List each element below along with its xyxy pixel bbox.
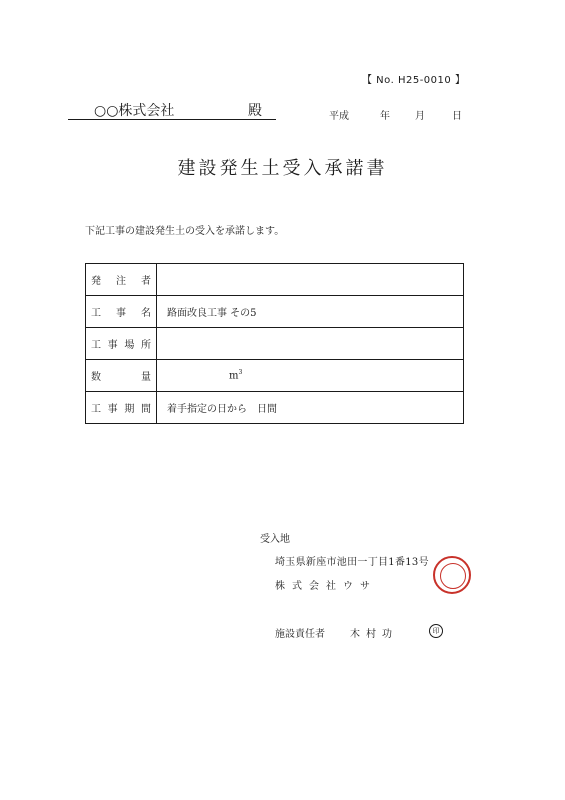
- addressee-honorific: 殿: [248, 103, 262, 119]
- quantity-value: [157, 360, 464, 392]
- receiver-label: 受入地: [260, 534, 290, 545]
- quantity-label: 数量: [86, 360, 157, 392]
- client-value: [157, 264, 464, 296]
- responsible-label: 施設責任者: [275, 629, 325, 640]
- period-value: 着手指定の日から 日間: [157, 392, 464, 424]
- unit-base: m: [229, 370, 239, 382]
- date-year: 年: [380, 111, 390, 122]
- table-row: [86, 296, 464, 328]
- responsible-name: 木村功: [350, 629, 398, 640]
- client-label: 発注者: [86, 264, 157, 296]
- seal-icon: 印: [429, 624, 443, 638]
- date-day: 日: [452, 111, 462, 122]
- quantity-unit: [229, 369, 242, 381]
- work-label: 工事名: [86, 296, 157, 328]
- addressee-company: ○○株式会社: [94, 103, 175, 119]
- table-row: [86, 328, 464, 360]
- company-stamp-icon: [433, 556, 471, 594]
- info-table: [85, 263, 464, 424]
- stamp-inner-ring: [440, 563, 466, 589]
- site-label: 工事場所: [86, 328, 157, 360]
- period-label: 工事期間: [86, 392, 157, 424]
- table-row: [86, 360, 464, 392]
- intro-text: 下記工事の建設発生土の受入を承諾します。: [85, 226, 285, 237]
- site-value: [157, 328, 464, 360]
- receiver-address: 埼玉県新座市池田一丁目1番13号: [275, 557, 429, 568]
- work-value: 路面改良工事 その5: [157, 296, 464, 328]
- unit-exponent: 3: [238, 369, 243, 376]
- addressee: [68, 100, 276, 120]
- receiver-company: 株式会社ウサ: [275, 581, 377, 592]
- document-title: 建設発生土受入承諾書: [177, 158, 388, 179]
- date-era: 平成: [329, 111, 349, 122]
- table-row: [86, 392, 464, 424]
- date-month: 月: [415, 111, 425, 122]
- document-number: 【 No. H25-0010 】: [362, 75, 466, 86]
- table-row: [86, 264, 464, 296]
